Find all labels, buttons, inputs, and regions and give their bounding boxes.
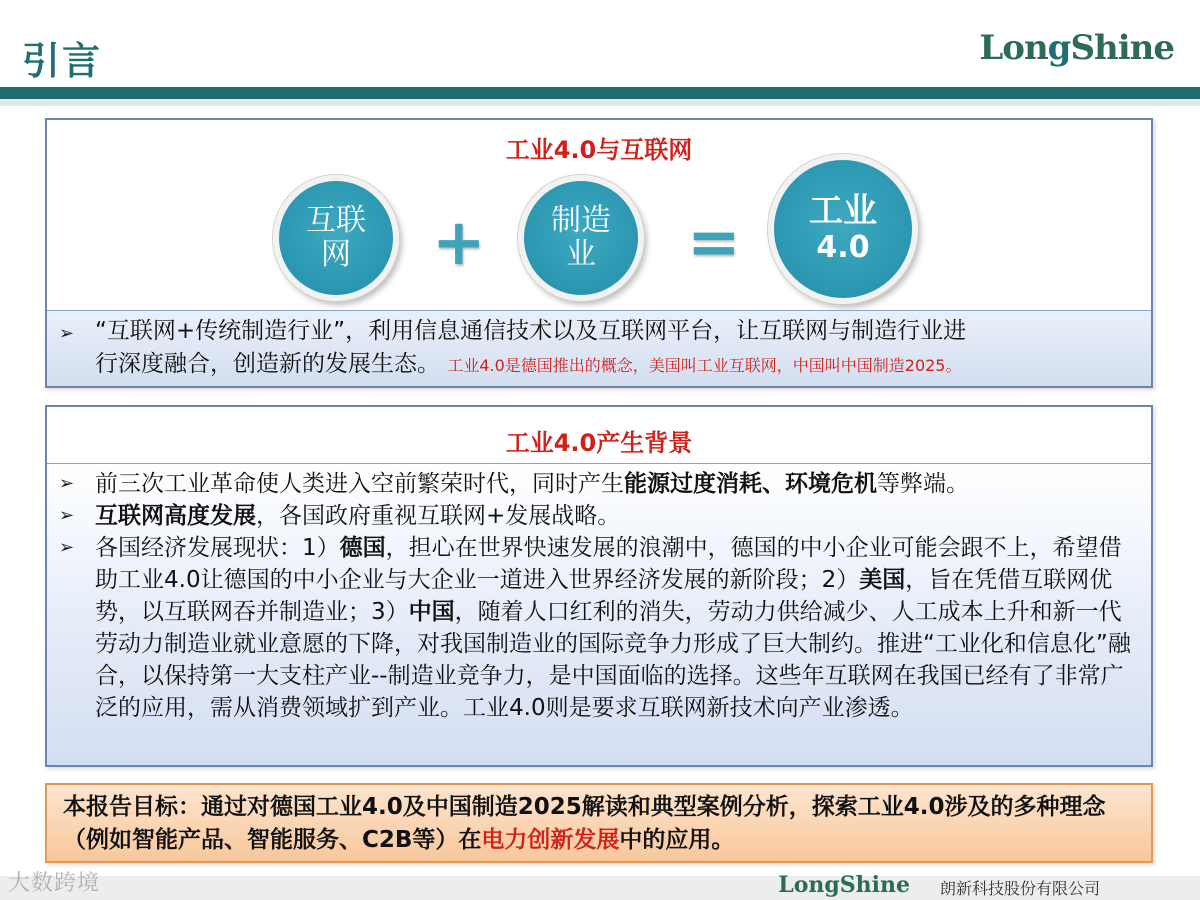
panel-title: 工业4.0与互联网 — [505, 136, 693, 164]
equals-icon: = — [687, 206, 741, 280]
arrow-bullet-icon: ➢ — [59, 505, 75, 526]
internet-circle — [273, 175, 399, 301]
logo-part-a: Lon — [979, 28, 1048, 68]
logo-part-b: g — [1047, 28, 1071, 68]
panel-title: 工业4.0产生背景 — [505, 429, 693, 457]
list-item — [47, 500, 1131, 532]
item-bold: 互联网高度发展 — [95, 503, 256, 529]
item-text: 前三次工业革命使人类进入空前繁荣时代，同时产生 — [95, 471, 624, 497]
goal-text: 中的应用。 — [619, 827, 735, 853]
arrow-bullet-icon: ➢ — [59, 473, 75, 494]
circle-label: 4.0 — [816, 230, 870, 266]
item-text: 各国经济发展现状：1） — [95, 535, 340, 561]
longshine-logo-footer — [778, 872, 910, 898]
description-box — [47, 310, 1151, 386]
description-text: “互联网+传统制造行业”，利用信息通信技术以及互联网平台，让互联网与制造行业进 — [95, 318, 967, 344]
longshine-logo — [979, 28, 1174, 68]
industry40-circle — [768, 154, 918, 304]
item-text: ，随着人口红利的消失，劳动力供给减少、人工成本上升和新一代劳动力制造业就业意愿的下降，对我国制造业的国际竞争力形成了巨大制约。推进“工业化和信息化”融合，以保持第一大支柱产业--制造业竞争力，是中国面临的选择。这些年互联网在我国已经有了非常广泛的应用，需从消费领域扩到产业。工业4.0则是要求互联网新技术向产业渗透。 — [95, 599, 1131, 721]
circle-label: 工业 — [809, 191, 877, 232]
logo-part-c: Shine — [1070, 28, 1174, 68]
goal-text: 本报告目标：通过对德国工业4.0及中国制造2025解读和典型案例分析，探索工业4.0涉及的多种理念（例如智能产品、智能服务、C2B等）在 — [63, 794, 1106, 853]
list-item — [47, 532, 1131, 724]
page-title: 引言 — [22, 39, 103, 83]
logo-part-c: Shine — [839, 872, 910, 898]
industry-internet-panel — [45, 118, 1153, 388]
red-note: 工业4.0是德国推出的概念，美国叫工业互联网，中国叫中国制造2025。 — [447, 356, 962, 375]
circle-label: 网 — [321, 237, 351, 272]
logo-part-b: g — [824, 872, 840, 898]
circle-label: 制造 — [551, 202, 611, 238]
watermark: 大数跨境 — [8, 871, 101, 896]
circle-label: 互联 — [306, 202, 366, 238]
logo-part-a: Lon — [778, 872, 825, 898]
background-list — [47, 463, 1151, 765]
header-bar — [0, 87, 1200, 99]
description-text: 行深度融合，创造新的发展生态。 — [95, 351, 440, 377]
plus-icon: + — [432, 206, 486, 280]
item-text: ，旨在凭借互联网优势，以互联网吞并制造业；3） — [95, 567, 1113, 625]
company-name: 朗新科技股份有限公司 — [939, 879, 1100, 898]
item-bold: 美国 — [859, 567, 906, 593]
item-text: 等弊端。 — [877, 471, 969, 497]
item-bold: 德国 — [339, 535, 386, 561]
item-bold: 能源过度消耗、环境危机 — [624, 471, 877, 497]
item-text: ，各国政府重视互联网+发展战略。 — [256, 503, 621, 529]
report-goal-box — [45, 783, 1153, 863]
background-panel — [45, 405, 1153, 767]
circle-label: 业 — [566, 237, 596, 272]
header-bar-shadow — [0, 99, 1200, 106]
list-item — [47, 468, 1131, 500]
arrow-bullet-icon: ➢ — [59, 323, 75, 344]
item-text: ，担心在世界快速发展的浪潮中，德国的中小企业可能会跟不上，希望借助工业4.0让德国的中小企业与大企业一道进入世界经济发展的新阶段；2） — [95, 535, 1122, 593]
item-bold: 中国 — [408, 599, 455, 625]
arrow-bullet-icon: ➢ — [59, 537, 75, 558]
manufacturing-circle — [518, 175, 644, 301]
goal-highlight: 电力创新发展 — [481, 827, 620, 853]
